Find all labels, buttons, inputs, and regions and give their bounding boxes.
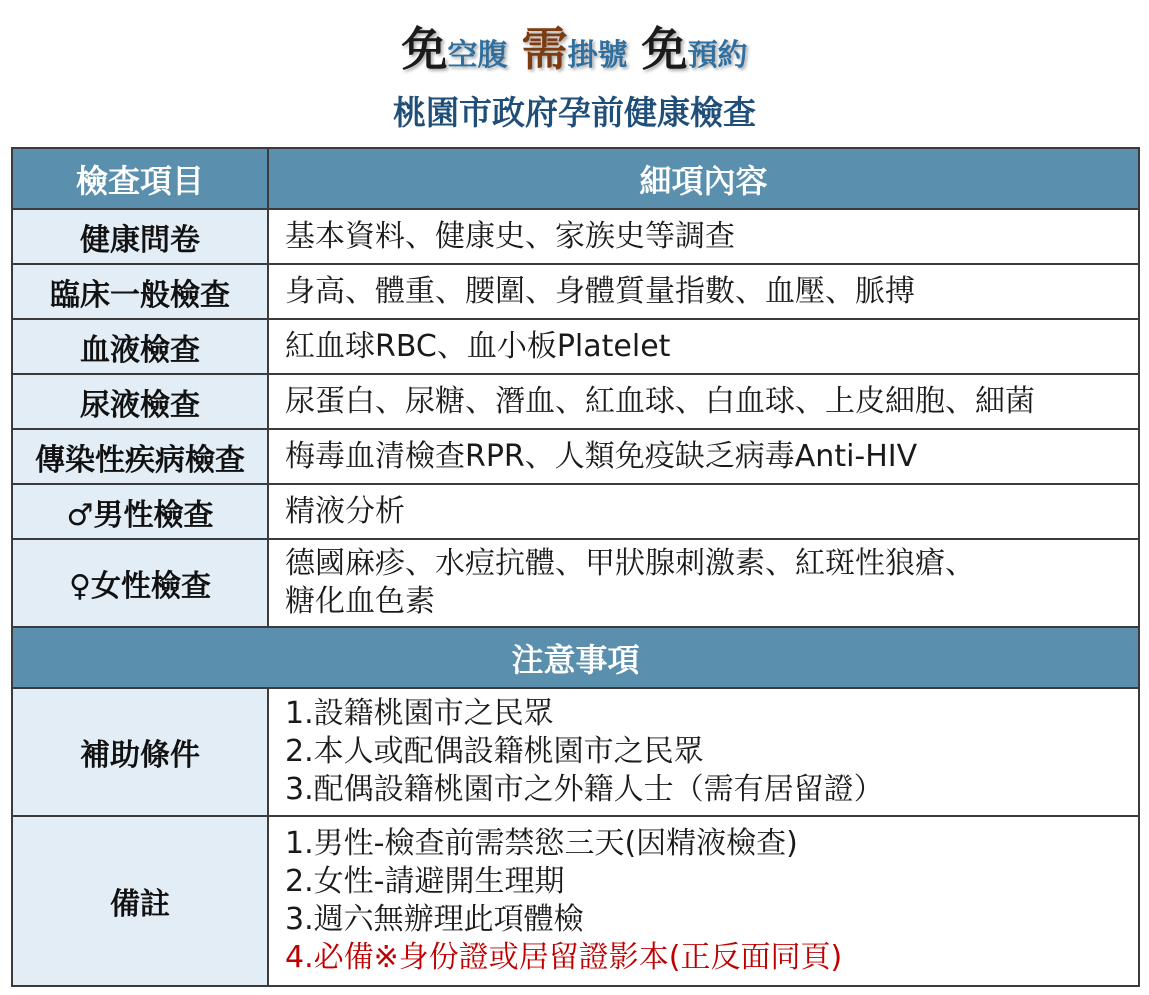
row-label: 傳染性疾病檢查	[12, 429, 268, 484]
banner-no-appointment-big: 免	[641, 22, 688, 76]
exam-table	[11, 147, 1140, 987]
row-label-text: 男性檢查	[93, 497, 214, 533]
banner-free-fasting-small: 空腹	[447, 38, 508, 73]
row-detail: 紅血球RBC、血小板Platelet	[268, 319, 1139, 374]
notes-label: 補助條件	[12, 688, 268, 816]
required-documents-warning: 4.必備※身份證或居留證影本(正反面同頁)	[285, 940, 843, 975]
table-row	[12, 209, 1139, 264]
table-row	[12, 484, 1139, 539]
notes-line: 3.週六無辦理此項體檢	[285, 902, 584, 937]
row-detail: 梅毒血清檢查RPR、人類免疫缺乏病毒Anti-HIV	[268, 429, 1139, 484]
notes-row-remarks	[12, 816, 1139, 986]
row-label-female	[12, 539, 268, 627]
banner-free-fasting-big: 免	[401, 22, 448, 76]
page-title: 桃園市政府孕前健康檢查	[393, 93, 756, 132]
notes-line: 1.設籍桃園市之民眾	[285, 696, 554, 731]
table-row	[12, 539, 1139, 627]
table-row	[12, 429, 1139, 484]
detail-line: 德國麻疹、水痘抗體、甲狀腺刺激素、紅斑性狼瘡、	[285, 546, 975, 581]
row-label: 健康問卷	[12, 209, 268, 264]
female-symbol-icon: ♀	[69, 569, 91, 604]
notes-line: 2.女性-請避開生理期	[285, 864, 565, 899]
row-detail-multiline	[268, 539, 1139, 627]
row-label: 臨床一般檢查	[12, 264, 268, 319]
notes-row-eligibility	[12, 688, 1139, 816]
banner-need-register-big: 需	[521, 22, 568, 76]
notes-line: 1.男性-檢查前需禁慾三天(因精液檢查)	[285, 826, 798, 861]
notes-line: 3.配偶設籍桃園市之外籍人士（需有居留證）	[285, 772, 884, 807]
notes-header-row	[12, 627, 1139, 688]
row-detail: 基本資料、健康史、家族史等調查	[268, 209, 1139, 264]
row-label: 尿液檢查	[12, 374, 268, 429]
notes-header: 注意事項	[12, 627, 1139, 688]
row-label-male	[12, 484, 268, 539]
column-header-detail: 細項內容	[268, 148, 1139, 209]
table-row	[12, 319, 1139, 374]
notes-line: 2.本人或配偶設籍桃園市之民眾	[285, 734, 704, 769]
detail-line: 糖化血色素	[285, 584, 435, 619]
notes-label: 備註	[12, 816, 268, 986]
column-header-item: 檢查項目	[12, 148, 268, 209]
male-symbol-icon: ♂	[66, 497, 94, 533]
row-detail: 身高、體重、腰圍、身體質量指數、血壓、脈搏	[268, 264, 1139, 319]
notes-lines	[268, 816, 1139, 986]
banner-no-appointment-small: 預約	[687, 38, 748, 73]
notes-lines	[268, 688, 1139, 816]
row-detail: 尿蛋白、尿糖、潛血、紅血球、白血球、上皮細胞、細菌	[268, 374, 1139, 429]
table-header-row	[12, 148, 1139, 209]
banner-need-register-small: 掛號	[567, 38, 628, 73]
table-row	[12, 264, 1139, 319]
banner	[0, 18, 1149, 80]
table-row	[12, 374, 1139, 429]
row-label-text: 女性檢查	[90, 569, 211, 604]
row-detail: 精液分析	[268, 484, 1139, 539]
row-label: 血液檢查	[12, 319, 268, 374]
